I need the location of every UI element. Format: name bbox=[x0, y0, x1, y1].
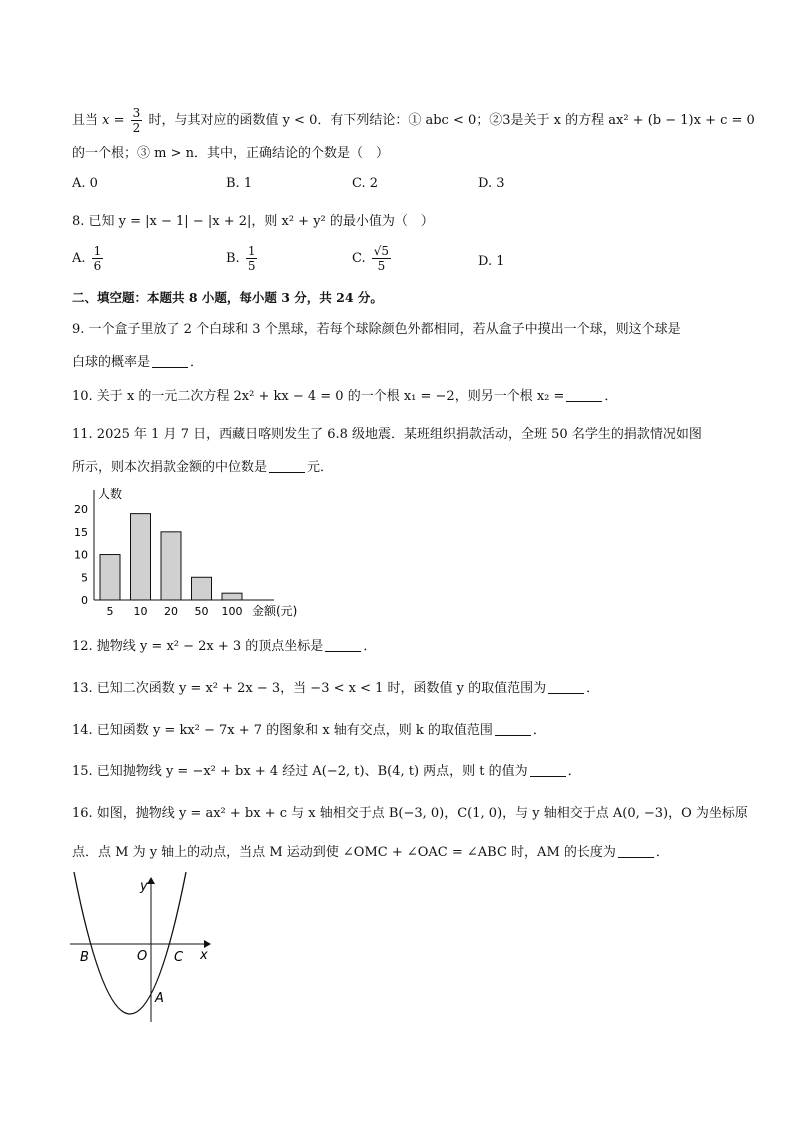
q8-b-num: 1 bbox=[247, 244, 256, 258]
chart-xtick-label: 5 bbox=[106, 605, 114, 618]
q9-line2 bbox=[72, 353, 203, 373]
q8-a-num: 1 bbox=[93, 244, 102, 258]
label-y: y bbox=[140, 879, 148, 894]
q8-a-fraction bbox=[92, 244, 104, 273]
q7-text-post: 时，与其对应的函数值 y < 0．有下列结论：① abc < 0；②3是关于 x 的方程 ax² + (b − 1)x + c = 0 bbox=[148, 113, 755, 128]
q8-b-fraction bbox=[246, 244, 258, 273]
q13-period: ． bbox=[586, 681, 600, 696]
q12-line bbox=[72, 637, 376, 657]
q7-option-c: C. 2 bbox=[352, 176, 379, 191]
q11-line2 bbox=[72, 458, 333, 478]
q10-text: 10. 关于 x 的一元二次方程 2x² + kx − 4 = 0 的一个根 x₁ = −2，则另一个根 x₂ = bbox=[72, 389, 565, 404]
q8-b-den: 5 bbox=[247, 259, 256, 273]
answer-blank bbox=[152, 353, 188, 368]
chart-bar bbox=[100, 555, 120, 600]
q7-line2: 的一个根；③ m > n．其中，正确结论的个数是（ ） bbox=[72, 146, 389, 161]
answer-blank bbox=[495, 721, 531, 736]
q7-fraction bbox=[131, 106, 143, 135]
chart-ytick-label: 20 bbox=[74, 503, 88, 517]
answer-blank bbox=[618, 843, 654, 858]
q12-period: ． bbox=[363, 639, 377, 654]
q12-text: 12. 抛物线 y = x² − 2x + 3 的顶点坐标是 bbox=[72, 639, 324, 654]
donation-bar-chart bbox=[60, 484, 320, 624]
q14-line bbox=[72, 721, 546, 741]
q7-frac-den: 2 bbox=[132, 121, 141, 135]
parabola-figure bbox=[60, 870, 220, 1030]
q11-line1: 11. 2025 年 1 月 7 日，西藏日喀则发生了 6.8 级地震．某班组织捐款活动，全班 50 名学生的捐款情况如图 bbox=[72, 427, 702, 442]
q16-line2-text: 点．点 M 为 y 轴上的动点，当点 M 运动到使 ∠OMC + ∠OAC = ∠ABC 时，AM 的长度为 bbox=[72, 845, 616, 860]
q7-x-eq: x = bbox=[102, 113, 125, 128]
q15-period: ． bbox=[567, 764, 581, 779]
q8-c-label: C. bbox=[352, 251, 366, 266]
chart-xtick-label: 20 bbox=[164, 605, 178, 618]
q7-line1 bbox=[72, 106, 755, 135]
q7-text-pre: 且当 bbox=[72, 113, 99, 128]
label-O: O bbox=[137, 949, 148, 964]
q7-frac-num: 3 bbox=[132, 106, 141, 120]
chart-ytick-label: 10 bbox=[74, 548, 88, 562]
q8-c-num: √5 bbox=[373, 244, 390, 258]
q13-line bbox=[72, 679, 599, 699]
chart-xtick-label: 10 bbox=[133, 605, 148, 618]
q10-period: ． bbox=[604, 389, 618, 404]
answer-blank bbox=[325, 637, 361, 652]
q8-stem: 8. 已知 y = |x − 1| − |x + 2|，则 x² + y² 的最小值为（ ） bbox=[72, 214, 434, 229]
q9-line2-text: 白球的概率是 bbox=[72, 355, 151, 370]
chart-bar bbox=[131, 514, 151, 600]
q16-line2 bbox=[72, 843, 669, 863]
answer-blank bbox=[269, 458, 305, 473]
chart-xlabel: 金额(元) bbox=[252, 604, 298, 618]
q9-line1: 9. 一个盒子里放了 2 个白球和 3 个黑球，若每个球除颜色外都相同，若从盒子中摸出一个球，则这个球是 bbox=[72, 322, 681, 337]
q7-option-b: B. 1 bbox=[226, 176, 253, 191]
q8-a-den: 6 bbox=[93, 259, 102, 273]
q8-option-a bbox=[72, 244, 105, 273]
chart-ytick-label: 15 bbox=[74, 525, 88, 539]
q8-c-fraction bbox=[372, 244, 391, 273]
label-A: A bbox=[155, 991, 164, 1006]
q7-option-a: A. 0 bbox=[72, 176, 98, 191]
chart-ylabel: 人数 bbox=[98, 487, 123, 501]
q11-line2-post: 元． bbox=[307, 460, 334, 475]
q8-option-b bbox=[226, 244, 259, 273]
q14-text: 14. 已知函数 y = kx² − 7x + 7 的图象和 x 轴有交点，则 k 的取值范围 bbox=[72, 723, 493, 738]
q8-a-label: A. bbox=[72, 251, 86, 266]
chart-xtick-label: 50 bbox=[194, 605, 209, 618]
q7-option-d: D. 3 bbox=[478, 176, 505, 191]
q8-option-c bbox=[352, 244, 393, 273]
q13-text: 13. 已知二次函数 y = x² + 2x − 3，当 −3 < x < 1 时，函数值 y 的取值范围为 bbox=[72, 681, 547, 696]
q15-line bbox=[72, 762, 581, 782]
parabola-curve bbox=[74, 872, 186, 1014]
label-x: x bbox=[200, 948, 208, 963]
answer-blank bbox=[566, 387, 602, 402]
answer-blank bbox=[530, 762, 566, 777]
chart-ytick-label: 5 bbox=[81, 571, 88, 585]
q9-period: ． bbox=[190, 355, 204, 370]
chart-bar bbox=[161, 532, 181, 600]
q15-text: 15. 已知抛物线 y = −x² + bx + 4 经过 A(−2, t)、B(4, t) 两点，则 t 的值为 bbox=[72, 764, 528, 779]
q11-line2-text: 所示，则本次捐款金额的中位数是 bbox=[72, 460, 268, 475]
q8-b-label: B. bbox=[226, 251, 240, 266]
q16-line1: 16. 如图，抛物线 y = ax² + bx + c 与 x 轴相交于点 B(−3, 0)，C(1, 0)，与 y 轴相交于点 A(0, −3)，O 为坐标原 bbox=[72, 806, 748, 821]
label-B: B bbox=[80, 950, 89, 965]
section-heading: 二、填空题：本题共 8 小题，每小题 3 分，共 24 分。 bbox=[72, 290, 383, 305]
chart-ytick-label: 0 bbox=[81, 594, 88, 607]
q14-period: ． bbox=[532, 723, 546, 738]
chart-xtick-label: 100 bbox=[221, 605, 243, 618]
q16-period: ． bbox=[655, 845, 669, 860]
q8-c-den: 5 bbox=[377, 259, 386, 273]
chart-bar bbox=[192, 577, 212, 600]
q10-line bbox=[72, 387, 617, 407]
label-C: C bbox=[174, 950, 184, 965]
chart-bar bbox=[222, 593, 242, 600]
q8-option-d: D. 1 bbox=[478, 254, 505, 269]
answer-blank bbox=[548, 679, 584, 694]
